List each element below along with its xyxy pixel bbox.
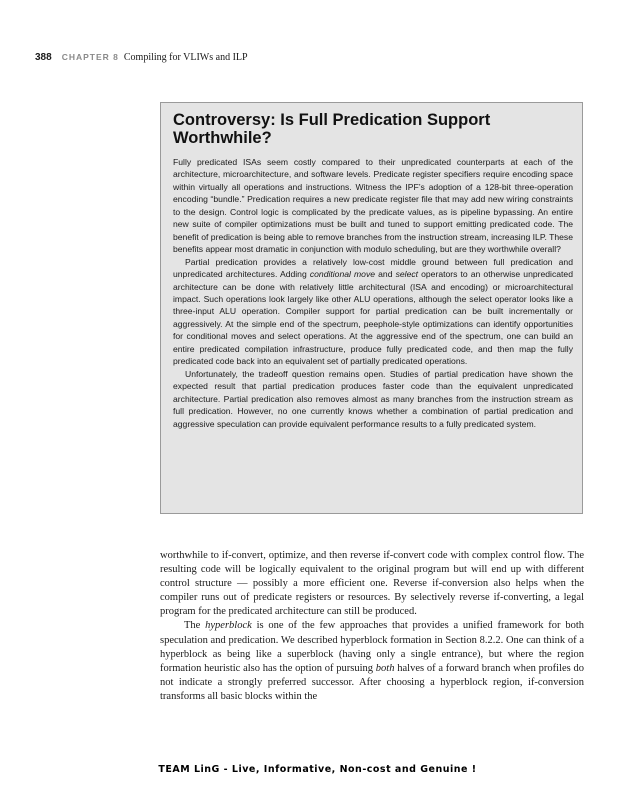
sidebar-paragraph: Unfortunately, the tradeoff question remains open. Studies of partial predication have shown the expected result that partial predication produces faster code than the equivalent unpredicated architecture. Partial predication also removes almost as many branches from the instruction stream as full predication. However, no one currently knows whether a combination of partial predication and aggressive speculation can provide equivalent performance results to a fully predicated system. bbox=[173, 368, 573, 429]
text-run: halves of a forward branch when profiles do not indicate a strongly preferred successor. After choosing a hyperblock region, if-conversion transforms all basic blocks within the bbox=[160, 662, 584, 702]
body-paragraph: worthwhile to if-convert, optimize, and then reverse if-convert code with complex control flow. The resulting code will be logically equivalent to the original program but will end up with different control structure — possibly a more efficient one. Reverse if-conversion also helps when the compiler runs out of predicate registers or resources. By selectively reverse if-converting, a legal program for the predicated architecture can still be produced. bbox=[160, 550, 584, 618]
chapter-label: CHAPTER 8 bbox=[61, 52, 119, 62]
text-run: operators to an otherwise unpredicated architecture can be done with relatively little architectural (ISA and encoding) or microarchitectural impact. Such operations look largely like other ALU operations, although the select operator looks like a three-input ALU operation. Compiler support for partial predication can be built incrementally or aggressively. At the simple end of the spectrum, peephole-style optimizations can identify opportunities for conditional moves and select operations. At the aggressive end of the spectrum, one can build an entire predicated compilation infrastructure, produce fully predicated code, and then map the fully predicated code back into an equivalent set of partially predicated operations. bbox=[173, 269, 573, 367]
text-run: The bbox=[184, 620, 206, 632]
footer-banner: TEAM LinG - Live, Informative, Non-cost and Genuine ! bbox=[158, 764, 477, 775]
text-run: is one of the few approaches that provides a unified framework for both speculation and predication. We described hyperblock formation in Section 8.2.2. One can think of a hyperblock as being like a superblock (having only a single entrance), but where the region formation heuristic also has the option of pursuing bbox=[160, 620, 585, 674]
text-run: Partial predication provides a relatively low-cost middle ground between full predication and unpredicated architectures. Adding bbox=[173, 256, 573, 280]
sidebar-paragraph: Fully predicated ISAs seem costly compared to their unpredicated counterparts at each of the architecture, microarchitecture, and software levels. Predicate register specifiers require encoding space within virtually all operations and instructions. Witness the IPF’s adoption of a 128-bit three-operation encoding “bundle.” Predication requires a new predicate register file that may add new wiring constraints to the design. Control logic is complicated by the predicate values, as is pipeline bypassing. An entire new suite of compiler optimizations must be built and tuned to support emitting predicated code. The benefit of predication is being able to remove branches from the instruction stream, increasing ILP. These benefits appear most dramatic in conjunction with modulo scheduling, but are they worthwhile overall? bbox=[173, 157, 573, 255]
page-number: 388 bbox=[35, 52, 52, 63]
emphasis-term: hyperblock bbox=[205, 620, 252, 632]
controversy-sidebar bbox=[160, 102, 583, 514]
emphasis-term: conditional move bbox=[309, 269, 376, 280]
sidebar-paragraph bbox=[173, 256, 573, 368]
body-paragraph bbox=[160, 619, 584, 704]
body-text bbox=[160, 549, 584, 704]
running-header bbox=[35, 51, 248, 64]
text-run: and bbox=[375, 269, 396, 280]
emphasis-term: both bbox=[375, 662, 395, 674]
emphasis-term: select bbox=[395, 269, 419, 280]
sidebar-title: Controversy: Is Full Predication Support Worthwhile? bbox=[173, 111, 491, 147]
chapter-title: Compiling for VLIWs and ILP bbox=[123, 52, 248, 63]
